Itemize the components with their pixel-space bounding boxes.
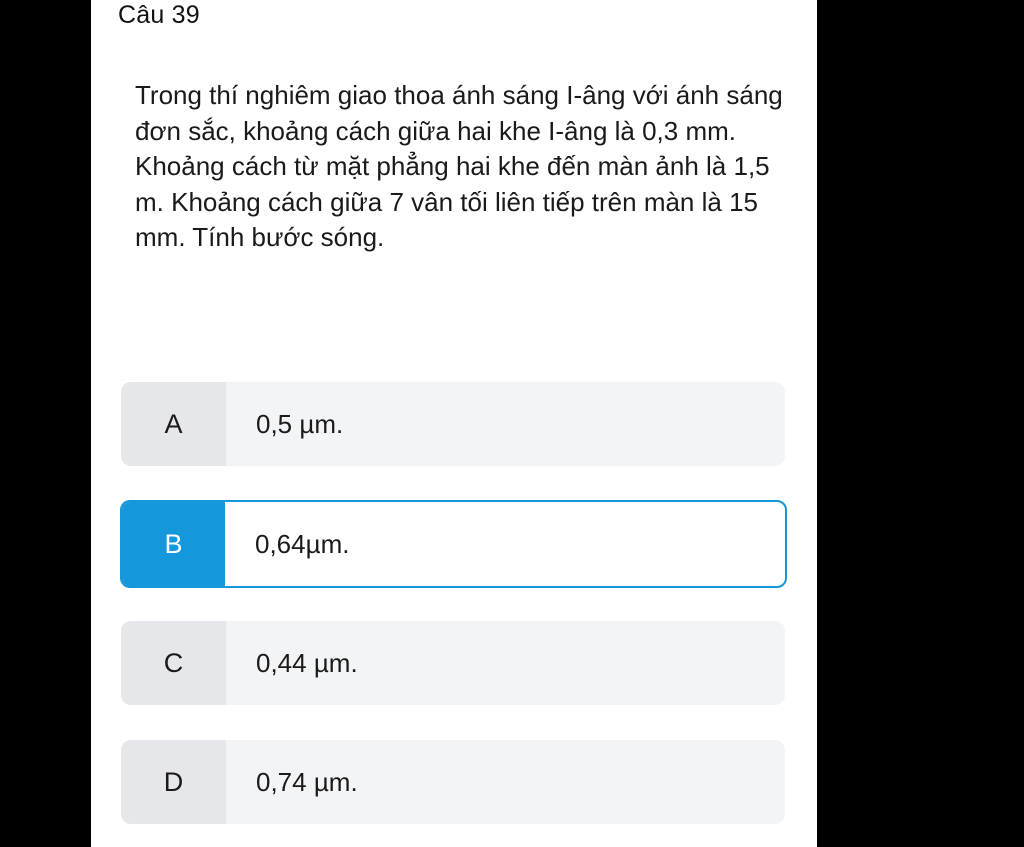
option-c[interactable] <box>121 621 785 705</box>
option-text: 0,5 µm. <box>256 408 344 439</box>
option-text: 0,44 µm. <box>256 647 358 678</box>
option-a[interactable] <box>121 382 785 466</box>
option-text: 0,64µm. <box>255 528 350 559</box>
question-title: Câu 39 <box>118 1 200 29</box>
question-panel <box>91 0 817 847</box>
option-b[interactable] <box>120 500 787 588</box>
question-text: Trong thí nghiêm giao thoa ánh sáng I-âng với ánh sáng đơn sắc, khoảng cách giữa hai khe I-âng là 0,3 mm. Khoảng cách từ mặt phẳng hai khe đến màn ảnh là 1,5 m. Khoảng cách giữa 7 vân tối liên tiếp trên màn là 15 mm. Tính bước sóng. <box>135 80 783 252</box>
option-letter: B <box>122 502 225 586</box>
option-letter: D <box>121 740 226 824</box>
option-letter: C <box>121 621 226 705</box>
option-text: 0,74 µm. <box>256 766 358 797</box>
option-letter: A <box>121 382 226 466</box>
option-d[interactable] <box>121 740 785 824</box>
